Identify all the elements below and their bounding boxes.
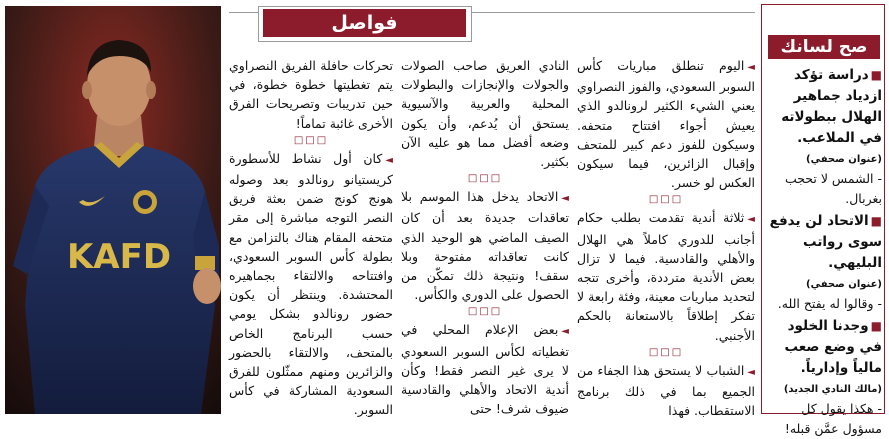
article-paragraph: [577, 56, 755, 192]
square-bullet-icon: ■: [870, 68, 882, 82]
article-column-1: [577, 56, 755, 420]
square-bullet-icon: ■: [870, 319, 882, 333]
section-title: فواصل: [263, 9, 466, 37]
player-illustration: [5, 6, 221, 414]
article-column-3: [229, 56, 393, 420]
football-player-photo: [5, 6, 221, 414]
sidebar-headline: [766, 316, 882, 379]
paragraph-text: ثلاثة أندية تقدمت بطلب حكام أجانب للدوري كاملاً هي الهلال والأهلي والقادسية. فيما لا تزال بعض الأندية مترددة، وأخرى تتجه لتحديد مباريات معينة، وفئة رابعة لا تفكر إطلاقاً بالاستعانة بالحكم الأجنبي.: [577, 210, 755, 343]
arrow-bullet-icon: ◄: [747, 62, 755, 73]
sidebar-title: صح لسانك: [768, 35, 880, 59]
article-paragraph: [401, 320, 569, 418]
sidebar-source: (مالك النادي الجديد): [783, 384, 882, 395]
section-separator: □□□: [467, 306, 503, 318]
section-separator: □□□: [293, 134, 329, 146]
article-paragraph: [577, 208, 755, 344]
sidebar-reply: - الشمس لا تحجب بغربال.: [784, 171, 882, 206]
article-column-2: [401, 56, 569, 418]
section-separator: □□□: [467, 173, 503, 185]
sidebar-headline-text: دراسة تؤكد ازدياد جماهير الهلال ببطولاته في الملاعب.: [781, 67, 882, 146]
paragraph-text: بعض الإعلام المحلي في تغطياته لكأس السوبر السعودي لا يرى غير النصر فقط! وكأن أندية الاتحاد والأهلي والقادسية ضيوف شرف! حتى: [401, 322, 569, 417]
article-paragraph: [229, 149, 393, 420]
square-bullet-icon: ■: [870, 214, 882, 228]
sidebar-source: (عنوان صحفي): [806, 154, 882, 165]
sidebar-headline-text: وجدنا الخلود في وضع صعب مالياً وإدارياً.: [784, 318, 882, 376]
sidebar-headline: [766, 211, 882, 274]
sidebar-source: (عنوان صحفي): [806, 279, 882, 290]
paragraph-text: اليوم تنطلق مباريات كأس السوبر السعودي، والفوز النصراوي يعني الشيء الكثير لرونالدو الذي يعيش أجواء افتتاح متحفه. وسيكون للفوز دعم كبير للمتحف وإقبال الزائرين، فيما سيكون العكس لو خسر.: [577, 58, 755, 191]
arrow-bullet-icon: ◄: [561, 193, 569, 205]
sidebar-box: [761, 4, 885, 436]
sidebar-reply: - وقالوا له يفتح الله.: [777, 296, 882, 311]
paragraph-text: كان أول نشاط للأسطورة كريستيانو رونالدو بعد وصوله هونج كونج ضمن بعثة فريق النصر التوجه مباشرة إلى مقر متحفه المقام هناك بالتزامن مع بطولة كأس السوبر السعودي، وافتتاحه والالتقاء بجماهيره المحتشدة. وينتظر أن يكون حضور رونالدو بشكل يومي حسب البرنامج الخاص بالمتحف، والالتقاء بالحضور والزائرين ومنهم ممثّلون للفرق السعودية المشاركة في كأس السوبر.: [229, 150, 393, 418]
arrow-bullet-icon: ◄: [385, 154, 393, 166]
paragraph-text: الاتحاد يدخل هذا الموسم بلا تعاقدات جديدة بعد أن كان الصيف الماضي هو الوحيد الذي كانت تعاقداته مفتوحة وبلا سقف! ونتيجة ذلك تمكّن من الحصول على الدوري والكأس.: [401, 189, 569, 303]
section-separator: □□□: [648, 346, 684, 358]
sidebar-body: [766, 63, 882, 439]
sidebar-headline-text: الاتحاد لن يدفع سوى رواتب البليهي.: [769, 213, 882, 271]
article-paragraph: تحركات حافلة الفريق النصراوي يتم تغطيتها خطوة خطوة، في حين تدريبات وتصريحات الفرق الأخرى غائبة تماماً!: [229, 58, 393, 131]
arrow-bullet-icon: ◄: [747, 366, 755, 378]
article-paragraph: [401, 187, 569, 304]
section-separator: □□□: [648, 194, 684, 206]
article-paragraph: [577, 361, 755, 421]
shirt-sponsor-text: KAFD: [66, 237, 172, 277]
sidebar-headline: [766, 65, 882, 149]
arrow-bullet-icon: ◄: [747, 214, 755, 226]
arrow-bullet-icon: ◄: [561, 326, 569, 338]
paragraph-text: الشباب لا يستحق هذا الجفاء من الجميع بما في ذلك برنامج الاستقطاب. فهذا: [577, 362, 755, 419]
sidebar-reply: - هكذا يقول كل مسؤول عمَّن قبله!: [784, 401, 882, 436]
article-paragraph: النادي العريق صاحب الصولات والجولات والإنجازات والبطولات المحلية والعربية والآسيوية يستحق أن يُدعم، وأن يكون وضعه أفضل مما هو عليه الآن بكثير.: [401, 58, 569, 170]
